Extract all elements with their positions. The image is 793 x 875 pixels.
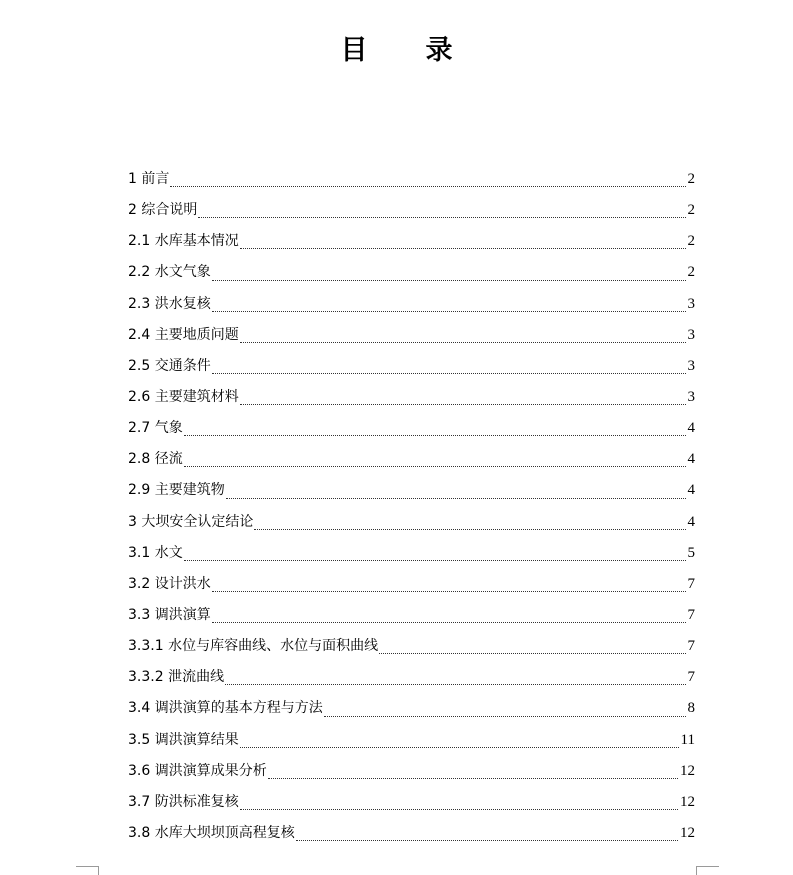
toc-entry-label: 2.1 水库基本情况 bbox=[128, 233, 239, 250]
toc-dot-leader bbox=[226, 497, 686, 499]
toc-dot-leader bbox=[240, 247, 686, 249]
toc-entry[interactable] bbox=[128, 352, 695, 383]
toc-entry-page-number: 3 bbox=[687, 357, 695, 374]
table-of-contents bbox=[128, 165, 695, 850]
toc-entry[interactable] bbox=[128, 414, 695, 445]
toc-entry-page-number: 7 bbox=[687, 638, 695, 655]
toc-entry-page-number: 12 bbox=[680, 793, 695, 810]
toc-entry[interactable] bbox=[128, 663, 695, 694]
toc-entry-label: 3 大坝安全认定结论 bbox=[128, 513, 254, 530]
toc-entry[interactable] bbox=[128, 290, 695, 321]
toc-entry[interactable] bbox=[128, 819, 695, 850]
toc-entry-label: 1 前言 bbox=[128, 171, 170, 187]
toc-entry-page-number: 5 bbox=[687, 544, 695, 561]
toc-entry-label: 3.1 水文 bbox=[128, 544, 183, 561]
toc-entry-page-number: 2 bbox=[687, 264, 695, 281]
toc-entry-page-number: 12 bbox=[680, 762, 695, 779]
toc-dot-leader bbox=[379, 652, 685, 654]
toc-entry-page-number: 8 bbox=[687, 700, 695, 717]
toc-entry[interactable] bbox=[128, 383, 695, 414]
toc-entry-page-number: 11 bbox=[680, 731, 695, 748]
toc-entry-page-number: 4 bbox=[687, 420, 695, 437]
toc-entry-page-number: 7 bbox=[687, 575, 695, 592]
toc-dot-leader bbox=[212, 621, 686, 623]
toc-entry-label: 2.3 洪水复核 bbox=[128, 295, 211, 312]
toc-entry[interactable] bbox=[128, 508, 695, 539]
toc-entry-label: 2.9 主要建筑物 bbox=[128, 482, 225, 499]
toc-title: 目录 bbox=[340, 35, 511, 66]
toc-dot-leader bbox=[198, 216, 685, 218]
toc-entry-page-number: 4 bbox=[687, 513, 695, 530]
toc-entry[interactable] bbox=[128, 445, 695, 476]
toc-dot-leader bbox=[225, 683, 685, 685]
toc-entry-label: 3.6 调洪演算成果分析 bbox=[128, 762, 267, 779]
toc-entry-page-number: 2 bbox=[687, 202, 695, 219]
toc-entry-page-number: 3 bbox=[687, 295, 695, 312]
toc-entry[interactable] bbox=[128, 694, 695, 725]
toc-entry[interactable] bbox=[128, 757, 695, 788]
toc-entry-page-number: 2 bbox=[687, 233, 695, 250]
toc-dot-leader bbox=[240, 808, 678, 810]
toc-entry-page-number: 7 bbox=[687, 606, 695, 623]
toc-entry-page-number: 4 bbox=[687, 482, 695, 499]
toc-dot-leader bbox=[170, 185, 685, 187]
toc-entry[interactable] bbox=[128, 227, 695, 258]
toc-dot-leader bbox=[184, 559, 686, 561]
toc-dot-leader bbox=[184, 465, 686, 467]
toc-entry-label: 2.8 径流 bbox=[128, 451, 183, 468]
toc-dot-leader bbox=[184, 434, 686, 436]
toc-entry[interactable] bbox=[128, 788, 695, 819]
toc-entry[interactable] bbox=[128, 601, 695, 632]
toc-dot-leader bbox=[212, 372, 686, 374]
toc-dot-leader bbox=[212, 590, 686, 592]
toc-entry-page-number: 12 bbox=[680, 824, 695, 841]
toc-entry-label: 3.3 调洪演算 bbox=[128, 606, 211, 623]
toc-entry-label: 3.4 调洪演算的基本方程与方法 bbox=[128, 700, 323, 717]
toc-entry-page-number: 4 bbox=[687, 451, 695, 468]
toc-dot-leader bbox=[212, 279, 686, 281]
toc-entry[interactable] bbox=[128, 539, 695, 570]
toc-dot-leader bbox=[212, 310, 686, 312]
toc-entry-label: 2 综合说明 bbox=[128, 202, 198, 219]
toc-dot-leader bbox=[240, 746, 679, 748]
toc-entry[interactable] bbox=[128, 570, 695, 601]
toc-entry-label: 2.5 交通条件 bbox=[128, 357, 211, 374]
toc-entry-label: 3.5 调洪演算结果 bbox=[128, 731, 239, 748]
toc-dot-leader bbox=[296, 839, 678, 841]
toc-dot-leader bbox=[324, 715, 686, 717]
toc-entry-page-number: 3 bbox=[687, 326, 695, 343]
toc-entry[interactable] bbox=[128, 321, 695, 352]
toc-entry[interactable] bbox=[128, 258, 695, 289]
toc-dot-leader bbox=[240, 341, 686, 343]
toc-entry-page-number: 2 bbox=[687, 171, 695, 187]
toc-entry[interactable] bbox=[128, 726, 695, 757]
toc-entry-label: 2.6 主要建筑材料 bbox=[128, 388, 239, 405]
toc-entry-label: 2.2 水文气象 bbox=[128, 264, 211, 281]
toc-entry-label: 2.4 主要地质问题 bbox=[128, 326, 239, 343]
toc-entry[interactable] bbox=[128, 632, 695, 663]
toc-entry[interactable] bbox=[128, 476, 695, 507]
toc-dot-leader bbox=[240, 403, 686, 405]
toc-dot-leader bbox=[254, 528, 685, 530]
toc-entry[interactable] bbox=[128, 196, 695, 227]
toc-entry-label: 3.3.2 泄流曲线 bbox=[128, 669, 225, 686]
toc-entry[interactable] bbox=[128, 165, 695, 196]
toc-entry-label: 3.8 水库大坝坝顶高程复核 bbox=[128, 824, 295, 841]
toc-entry-label: 3.3.1 水位与库容曲线、水位与面积曲线 bbox=[128, 638, 379, 655]
toc-entry-page-number: 7 bbox=[687, 669, 695, 686]
toc-entry-label: 3.2 设计洪水 bbox=[128, 575, 211, 592]
toc-entry-label: 3.7 防洪标准复核 bbox=[128, 793, 239, 810]
toc-dot-leader bbox=[268, 777, 678, 779]
toc-entry-label: 2.7 气象 bbox=[128, 420, 183, 437]
toc-entry-page-number: 3 bbox=[687, 388, 695, 405]
